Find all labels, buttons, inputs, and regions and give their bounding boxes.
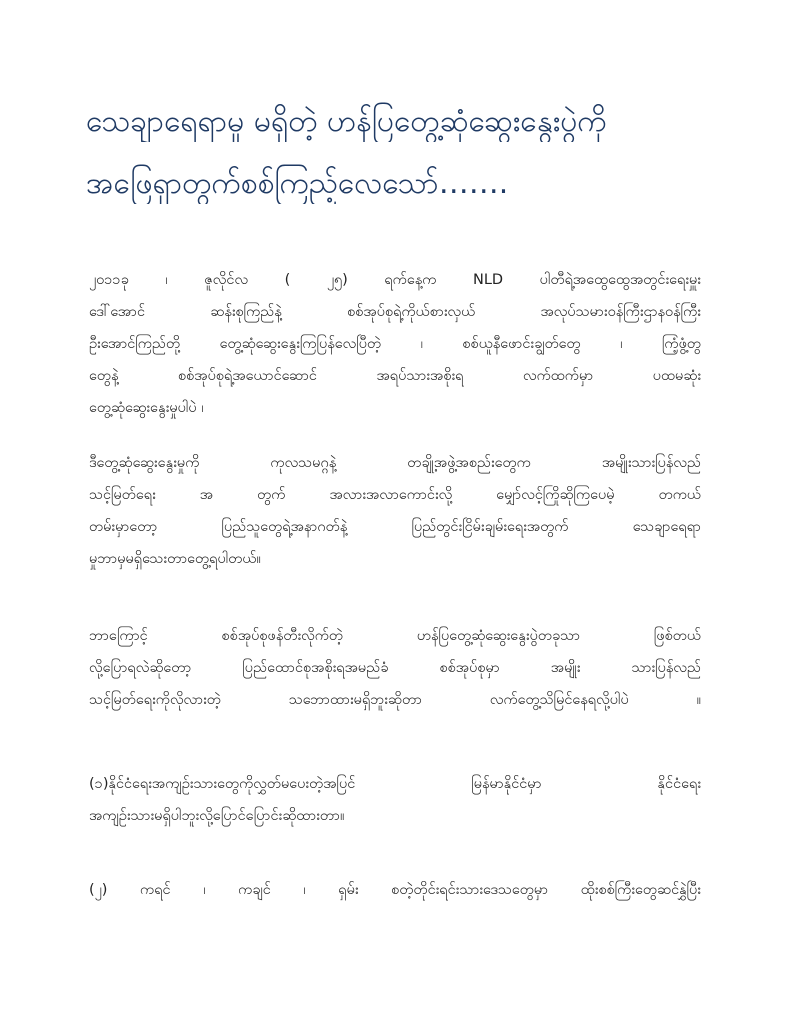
paragraph-2 [89,447,701,575]
paragraph-line: (၁)နိုင်ငံရေးအကျဉ်းသားတွေကိုလွှတ်မပေးတဲ့အပြင် မြန်မာနိုင်ငံမှာ နိုင်ငံရေး [89,776,701,792]
paragraph-line: ဒေါ်အောင် ဆန်းစုကြည်နဲ့ စစ်အုပ်စုရဲ့ကိုယ်စားလှယ် အလုပ်သမားဝန်ကြီးဌာနဝန်ကြီး [89,304,701,320]
paragraph-line: ၂၀၁၁ခု ၊ ဇူလိုင်လ ( ၂၅) ရက်နေ့က NLD ပါတီရဲ့အထွေထွေအတွင်းရေးမှူး [89,272,701,288]
paragraph-1 [89,264,701,424]
paragraph-line: တွေ့ဆုံဆွေးနွေးမှုပါပဲ ၊ [89,400,204,416]
paragraph-3 [89,620,701,716]
paragraph-line: သင့်မြတ်ရေး အ တွက် အလားအလာကောင်းလို့ မျှော်လင့်ကြိုဆိုကြပေမဲ့ တကယ် [89,487,701,503]
paragraph-line: အကျဉ်းသားမရှိပါဘူးလို့ပြောင်ပြောင်းဆိုထားတာ။ [89,808,345,824]
paragraph-4 [89,768,701,832]
paragraph-line: လို့ပြောရလဲဆိုတော့ ပြည်ထောင်စုအစိုးရအမည်ခံ စစ်အုပ်စုမှာ အမျိုး သားပြန်လည် [89,660,701,676]
paragraph-line: ဦးအောင်ကြည်တို့ တွေ့ဆုံဆွေးနွေးကြပြန်လေပြီတဲ့ ၊ စစ်ယူနီဖောင်းချွတ်တွေ ၊ ကြံ့ဖွံ့တွ [89,336,701,352]
document-title-line-1: သေချာရေရာမှု မရှိတဲ့ ဟန်ပြတွေ့ဆုံဆွေးနွေးပွဲကို [86,104,607,139]
paragraph-5 [89,874,701,906]
paragraph-line: မှုဘာမှမရှိသေးတာတွေ့ရပါတယ်။ [89,551,261,567]
paragraph-line: တွေနဲ့ စစ်အုပ်စုရဲ့အယောင်ဆောင် အရပ်သားအစိုးရ လက်ထက်မှာ ပထမဆုံး [89,368,701,384]
paragraph-line: (၂) ကရင် ၊ ကချင် ၊ ရှမ်း စတဲ့တိုင်းရင်းသားဒေသတွေမှာ ထိုးစစ်ကြီးတွေဆင်နွှဲပြီး [89,882,701,898]
paragraph-line: တမ်းမှာတော့ ပြည်သူတွေရဲ့အနာဂတ်နဲ့ ပြည်တွင်းငြိမ်းချမ်းရေးအတွက် သေချာရေရာ [89,519,701,535]
paragraph-line: သင့်မြတ်ရေးကိုလိုလားတဲ့ သဘောထားမရှိဘူးဆိုတာ လက်တွေ့သိမြင်နေရလို့ပါပဲ ။ [89,692,701,708]
paragraph-line: ဒီတွေ့ဆုံဆွေးနွေးမှုကို ကုလသမဂ္ဂနဲ့ တချို့အဖွဲ့အစည်းတွေက အမျိုးသားပြန်လည် [89,455,701,471]
paragraph-line: ဘာကြောင့် စစ်အုပ်စုဖန်တီးလိုက်တဲ့ ဟန်ပြတွေ့ဆုံဆွေးနွေးပွဲတခုသာ ဖြစ်တယ် [89,628,701,644]
document-title-line-2: အဖြေရှာတွက်စစ်ကြည့်လေသော်……. [86,166,509,201]
